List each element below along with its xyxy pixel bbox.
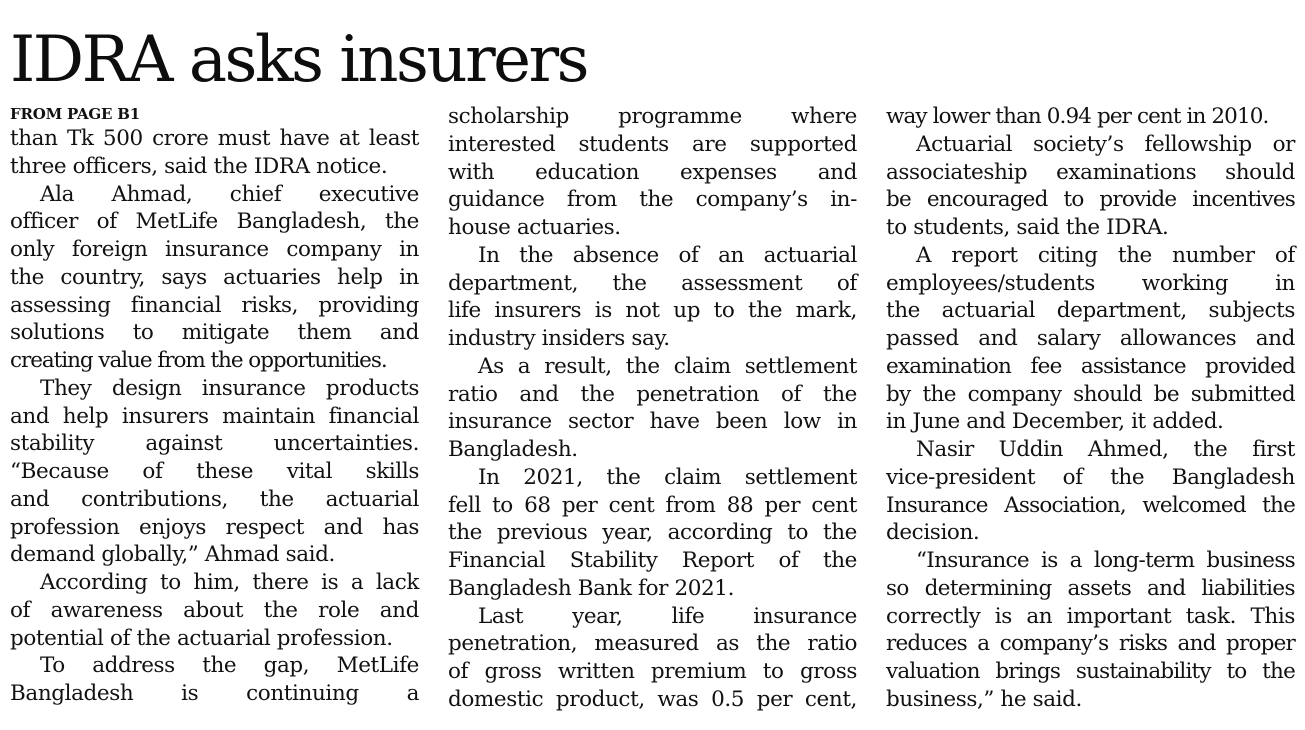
text-line: be encouraged to provide incentives — [886, 187, 1295, 213]
text-line: the actuarial department, subjects — [886, 298, 1295, 324]
text-line: associateship examinations should — [886, 159, 1295, 185]
text-line: penetration, measured as the ratio — [448, 631, 857, 657]
text-line: Nasir Uddin Ahmed, the first — [916, 437, 1295, 462]
text-line: life insurers is not up to the mark, — [448, 298, 857, 324]
text-line: potential of the actuarial profession. — [10, 625, 393, 651]
text-line: industry insiders say. — [448, 326, 670, 351]
text-line: of awareness about the role and — [10, 597, 419, 623]
text-line: the previous year, according to the — [448, 520, 857, 546]
text-line: in June and December, it added. — [886, 409, 1224, 435]
text-line: employees/students working in — [886, 270, 1295, 296]
column-body — [10, 125, 419, 708]
text-line: insurance sector have been low in — [448, 409, 857, 435]
text-line: business,” he said. — [886, 686, 1082, 712]
text-line: way lower than 0.94 per cent in 2010. — [886, 104, 1269, 129]
text-line: As a result, the claim settlement — [478, 353, 857, 379]
text-line: only foreign insurance company in — [10, 237, 419, 262]
text-line: officer of MetLife Bangladesh, the — [10, 209, 419, 235]
text-line: and help insurers maintain financial — [10, 403, 419, 429]
text-line: reduces a company’s risks and proper — [886, 631, 1295, 657]
article-column-3 — [886, 103, 1295, 714]
text-line: vice-president of the Bangladesh — [886, 464, 1295, 490]
text-line: According to him, there is a lack — [40, 570, 419, 595]
text-line: fell to 68 per cent from 88 per cent — [448, 492, 857, 518]
headline: IDRA asks insurers — [10, 23, 587, 97]
text-line: In the absence of an actuarial — [478, 242, 857, 268]
text-line: Bangladesh. — [448, 437, 578, 462]
text-line: In 2021, the claim settlement — [478, 464, 857, 490]
text-line: passed and salary allowances and — [886, 326, 1295, 351]
text-line: They design insurance products — [40, 375, 419, 401]
text-line: guidance from the company’s in- — [448, 187, 857, 213]
text-line: demand globally,” Ahmad said. — [10, 542, 335, 568]
text-line: and contributions, the actuarial — [10, 486, 419, 512]
text-line: Bangladesh is continuing a — [10, 681, 419, 706]
column-body — [886, 103, 1295, 714]
text-line: A report citing the number of — [916, 242, 1295, 268]
text-line: solutions to mitigate them and — [10, 320, 419, 346]
text-line: three officers, said the IDRA notice. — [10, 153, 388, 179]
text-line: with education expenses and — [448, 159, 857, 185]
text-line: examination fee assistance provided — [886, 353, 1295, 379]
text-line: the country, says actuaries help in — [10, 264, 419, 290]
text-line: house actuaries. — [448, 215, 621, 240]
text-line: domestic product, was 0.5 per cent, — [448, 686, 857, 712]
text-line: correctly is an important task. This — [886, 603, 1295, 629]
text-line: department, the assessment of — [448, 270, 857, 296]
text-line: valuation brings sustainability to the — [886, 659, 1295, 684]
text-line: “Because of these vital skills — [10, 459, 419, 484]
text-line: Actuarial society’s fellowship or — [916, 131, 1295, 157]
article-column-2 — [448, 103, 857, 714]
text-line: ratio and the penetration of the — [448, 381, 857, 407]
text-line: stability against uncertainties. — [10, 431, 419, 457]
text-line: Last year, life insurance — [478, 603, 857, 629]
text-line: Ala Ahmad, chief executive — [40, 181, 419, 207]
text-line: Insurance Association, welcomed the — [886, 492, 1295, 518]
text-line: of gross written premium to gross — [448, 659, 857, 684]
column-body — [448, 103, 857, 714]
text-line: by the company should be submitted — [886, 381, 1295, 407]
text-line: decision. — [886, 520, 980, 546]
text-line: interested students are supported — [448, 131, 857, 157]
text-line: To address the gap, MetLife — [40, 653, 419, 679]
text-line: so determining assets and liabilities — [886, 575, 1295, 601]
text-line: assessing financial risks, providing — [10, 292, 419, 318]
continued-from-label: FROM PAGE B1 — [10, 105, 141, 123]
text-line: to students, said the IDRA. — [886, 215, 1169, 240]
text-line: profession enjoys respect and has — [10, 514, 419, 540]
article-column-1 — [10, 103, 419, 708]
text-line: Bangladesh Bank for 2021. — [448, 575, 735, 601]
text-line: creating value from the opportunities. — [10, 348, 387, 373]
text-line: than Tk 500 crore must have at least — [10, 126, 419, 151]
text-line: “Insurance is a long-term business — [916, 548, 1295, 573]
text-line: scholarship programme where — [448, 104, 857, 129]
text-line: Financial Stability Report of the — [448, 548, 857, 573]
